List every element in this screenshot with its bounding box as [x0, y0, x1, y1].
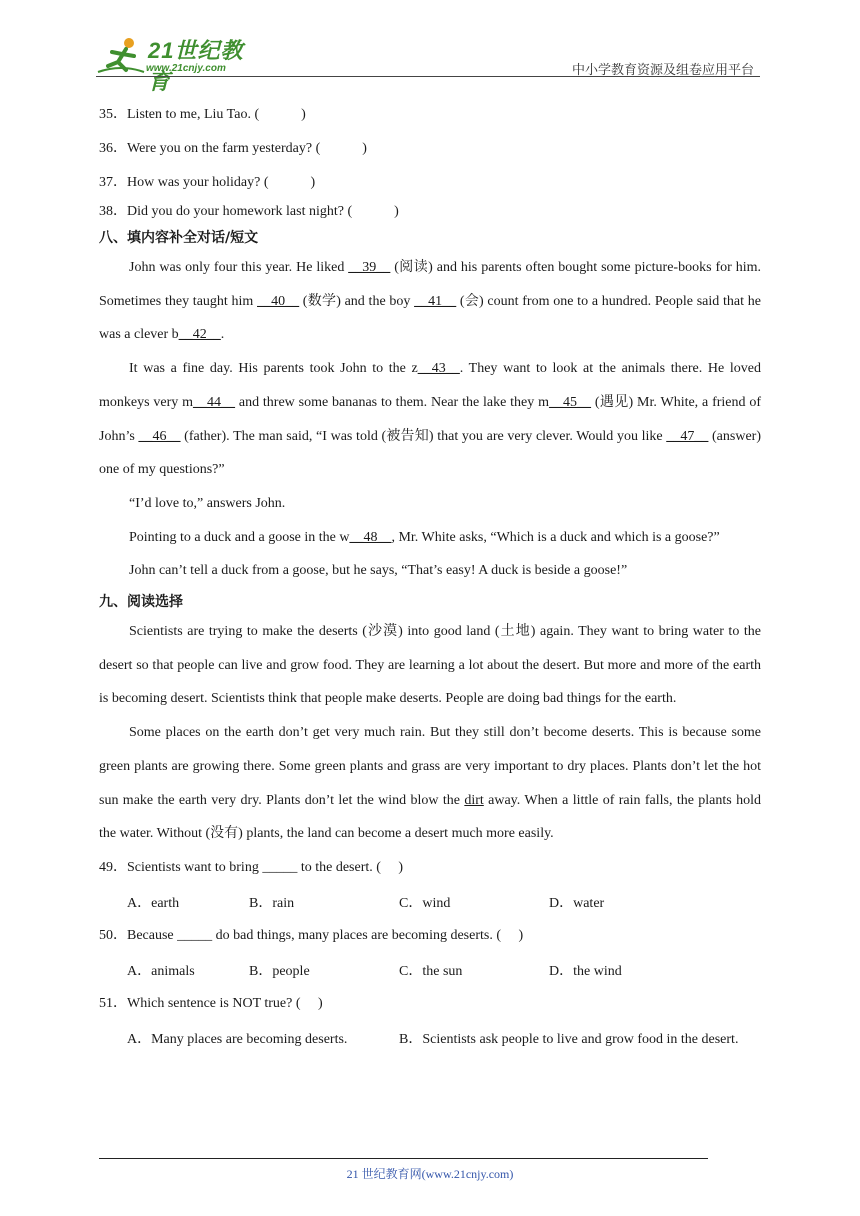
underlined-word-dirt: dirt	[464, 792, 484, 808]
blank-43: __43__	[417, 361, 460, 377]
runner-logo-icon	[96, 36, 146, 76]
cloze-paragraph-3: “I’d love to,” answers John.	[129, 495, 286, 511]
platform-title: 中小学教育资源及组卷应用平台	[571, 63, 754, 78]
blank-47: __47__	[666, 428, 709, 444]
option-b[interactable]: B．people	[249, 963, 310, 979]
logo-url-text: www.21cnjy.com	[146, 63, 226, 74]
question-51-options	[99, 1023, 761, 1057]
header-divider	[96, 76, 760, 77]
blank-42: __42__	[178, 327, 221, 343]
blank-45: __45__	[549, 394, 592, 410]
question-49: 49．Scientists want to bring _____ to the desert. ( )	[99, 859, 404, 875]
blank-41: __41__	[414, 293, 457, 309]
question-35: 35．Listen to me, Liu Tao. ( )	[99, 107, 306, 122]
blank-40: __40__	[257, 293, 300, 309]
blank-48: __48__	[349, 529, 392, 545]
cloze-paragraph-4: Pointing to a duck and a goose in the w__48__, Mr. White asks, “Which is a duck and which is a goose?”	[129, 529, 720, 545]
option-c[interactable]: C．wind	[399, 895, 451, 911]
question-38: 38．Did you do your homework last night? ( )	[99, 204, 399, 219]
cloze-paragraph-2: It was a fine day. His parents took John to the z__43__. They want to look at the animals there. He loved monkeys very m__44__ and threw some bananas to them. Near the lake they m__45__ (遇见) Mr. White, a friend of John’s __46__ (father). The man said, “I was told (被告知) that you are very clever. Would you like __47__ (answer) one of my questions?”	[99, 361, 762, 478]
question-50-options	[99, 955, 761, 989]
option-d[interactable]: D．the wind	[549, 963, 622, 979]
footer-source: 21 世纪教育网(www.21cnjy.com)	[346, 1167, 514, 1181]
option-a[interactable]: A．Many places are becoming deserts.	[127, 1031, 348, 1047]
option-a[interactable]: A．animals	[127, 963, 195, 979]
question-51: 51．Which sentence is NOT true? ( )	[99, 995, 323, 1011]
logo-main-text: 21世纪教育	[148, 38, 244, 94]
logo	[96, 36, 266, 94]
page-header	[96, 30, 760, 94]
section-8-title: 八、填内容补全对话/短文	[99, 230, 259, 246]
question-50: 50．Because _____ do bad things, many places are becoming deserts. ( )	[99, 927, 524, 943]
question-37: 37．How was your holiday? ( )	[99, 175, 316, 190]
question-36: 36．Were you on the farm yesterday? ( )	[99, 141, 367, 156]
blank-46: __46__	[138, 428, 181, 444]
cloze-paragraph-1: John was only four this year. He liked __39__ (阅读) and his parents often bought some picture-books for him. Sometimes they taught him __40__ (数学) and the boy __41__ (会) count from one to a hundred. People said that he was a clever b__42__.	[99, 260, 762, 343]
option-b[interactable]: B．Scientists ask people to live and grow food in the desert.	[399, 1031, 739, 1047]
section-9-title: 九、阅读选择	[99, 594, 183, 611]
reading-paragraph-1: Scientists are trying to make the deserts (沙漠) into good land (土地) again. They want to bring water to the desert so that people can live and grow food. They are learning a lot about the desert. But more and more of the earth is becoming desert. Scientists think that people make deserts. People are doing bad things for the earth.	[99, 624, 761, 707]
cloze-paragraph-5: John can’t tell a duck from a goose, but he says, “That’s easy! A duck is beside a goose!”	[129, 563, 628, 579]
blank-44: __44__	[193, 394, 236, 410]
option-c[interactable]: C．the sun	[399, 963, 463, 979]
option-a[interactable]: A．earth	[127, 895, 180, 911]
footer-divider	[99, 1158, 708, 1159]
blank-39: __39__	[348, 260, 391, 275]
option-d[interactable]: D．water	[549, 895, 605, 911]
question-49-options	[99, 887, 761, 921]
reading-paragraph-2: Some places on the earth don’t get very much rain. But they still don’t become deserts. This is because some green plants are growing there. Some green plants and grass are very important to dry places. Plants don’t let the hot sun make the earth very dry. Plants don’t let the wind blow the dirt away. When a little of rain falls, the plants hold the water. Without (没有) plants, the land can become a desert much more easily.	[99, 725, 761, 842]
option-b[interactable]: B．rain	[249, 895, 295, 911]
document-body	[99, 100, 761, 1057]
